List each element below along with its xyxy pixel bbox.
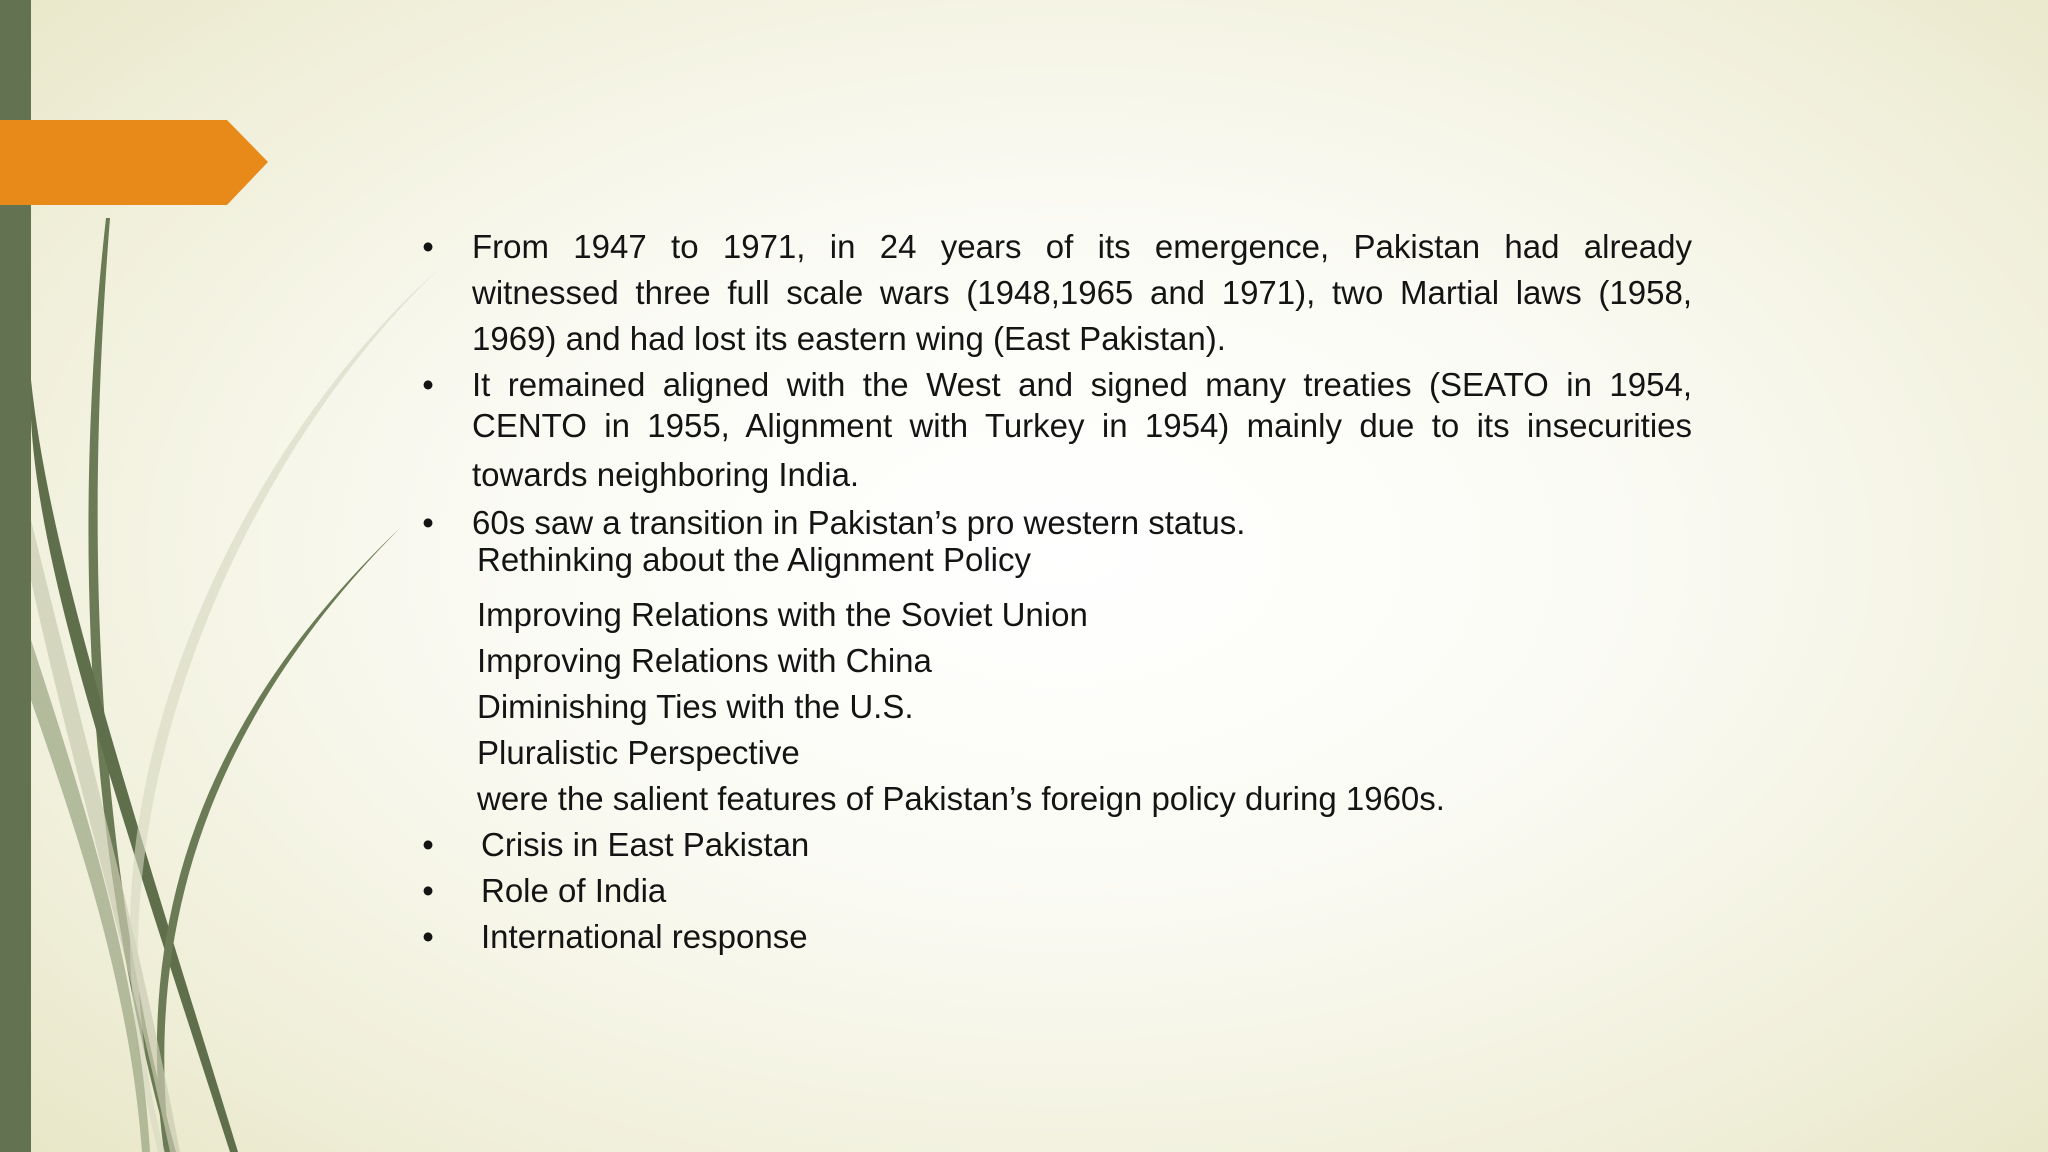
bullet-line: It remained aligned with the West and signed many treaties (SEATO in 1954,	[472, 366, 1692, 403]
grass-stroke	[31, 520, 180, 1152]
bullet-item	[418, 500, 1692, 540]
bullet-line: 60s saw a transition in Pakistan’s pro western status.	[472, 504, 1246, 541]
bullet-line: CENTO in 1955, Alignment with Turkey in 1954) mainly due to its insecurities	[472, 407, 1692, 444]
bullet-item	[418, 362, 1692, 500]
bullet-dot: •	[422, 366, 434, 403]
bullet-dot: •	[422, 826, 434, 863]
bullet-line: towards neighboring India.	[472, 456, 860, 493]
grass-stroke	[130, 268, 440, 1152]
bullet-item	[418, 822, 1692, 868]
grass-stroke	[157, 528, 400, 1152]
bullet-line: From 1947 to 1971, in 24 years of its emergence, Pakistan had already	[472, 228, 1692, 265]
bullet-line: 1969) and had lost its eastern wing (East Pakistan).	[472, 320, 1226, 357]
sub-line: Pluralistic Perspective	[477, 734, 800, 771]
slide-content	[418, 224, 1692, 960]
sub-line: were the salient features of Pakistan’s foreign policy during 1960s.	[477, 780, 1445, 817]
bullet-line: Crisis in East Pakistan	[481, 826, 810, 863]
sub-line: Improving Relations with China	[477, 642, 932, 679]
bullet-item	[418, 224, 1692, 362]
bullet-line: witnessed three full scale wars (1948,1965 and 1971), two Martial laws (1958,	[472, 274, 1692, 311]
bullet-line: International response	[481, 918, 808, 955]
bullet-dot: •	[422, 918, 434, 955]
bullet-item	[418, 914, 1692, 960]
bullet-dot: •	[422, 228, 434, 265]
bullet-item	[418, 868, 1692, 914]
bullet-line: Role of India	[481, 872, 667, 909]
bullet-dot: •	[422, 504, 434, 541]
sub-line: Rethinking about the Alignment Policy	[477, 541, 1032, 578]
sub-line: Diminishing Ties with the U.S.	[477, 688, 914, 725]
sub-line: Improving Relations with the Soviet Union	[477, 596, 1088, 633]
bullet-dot: •	[422, 872, 434, 909]
orange-arrow-tab	[0, 120, 268, 205]
